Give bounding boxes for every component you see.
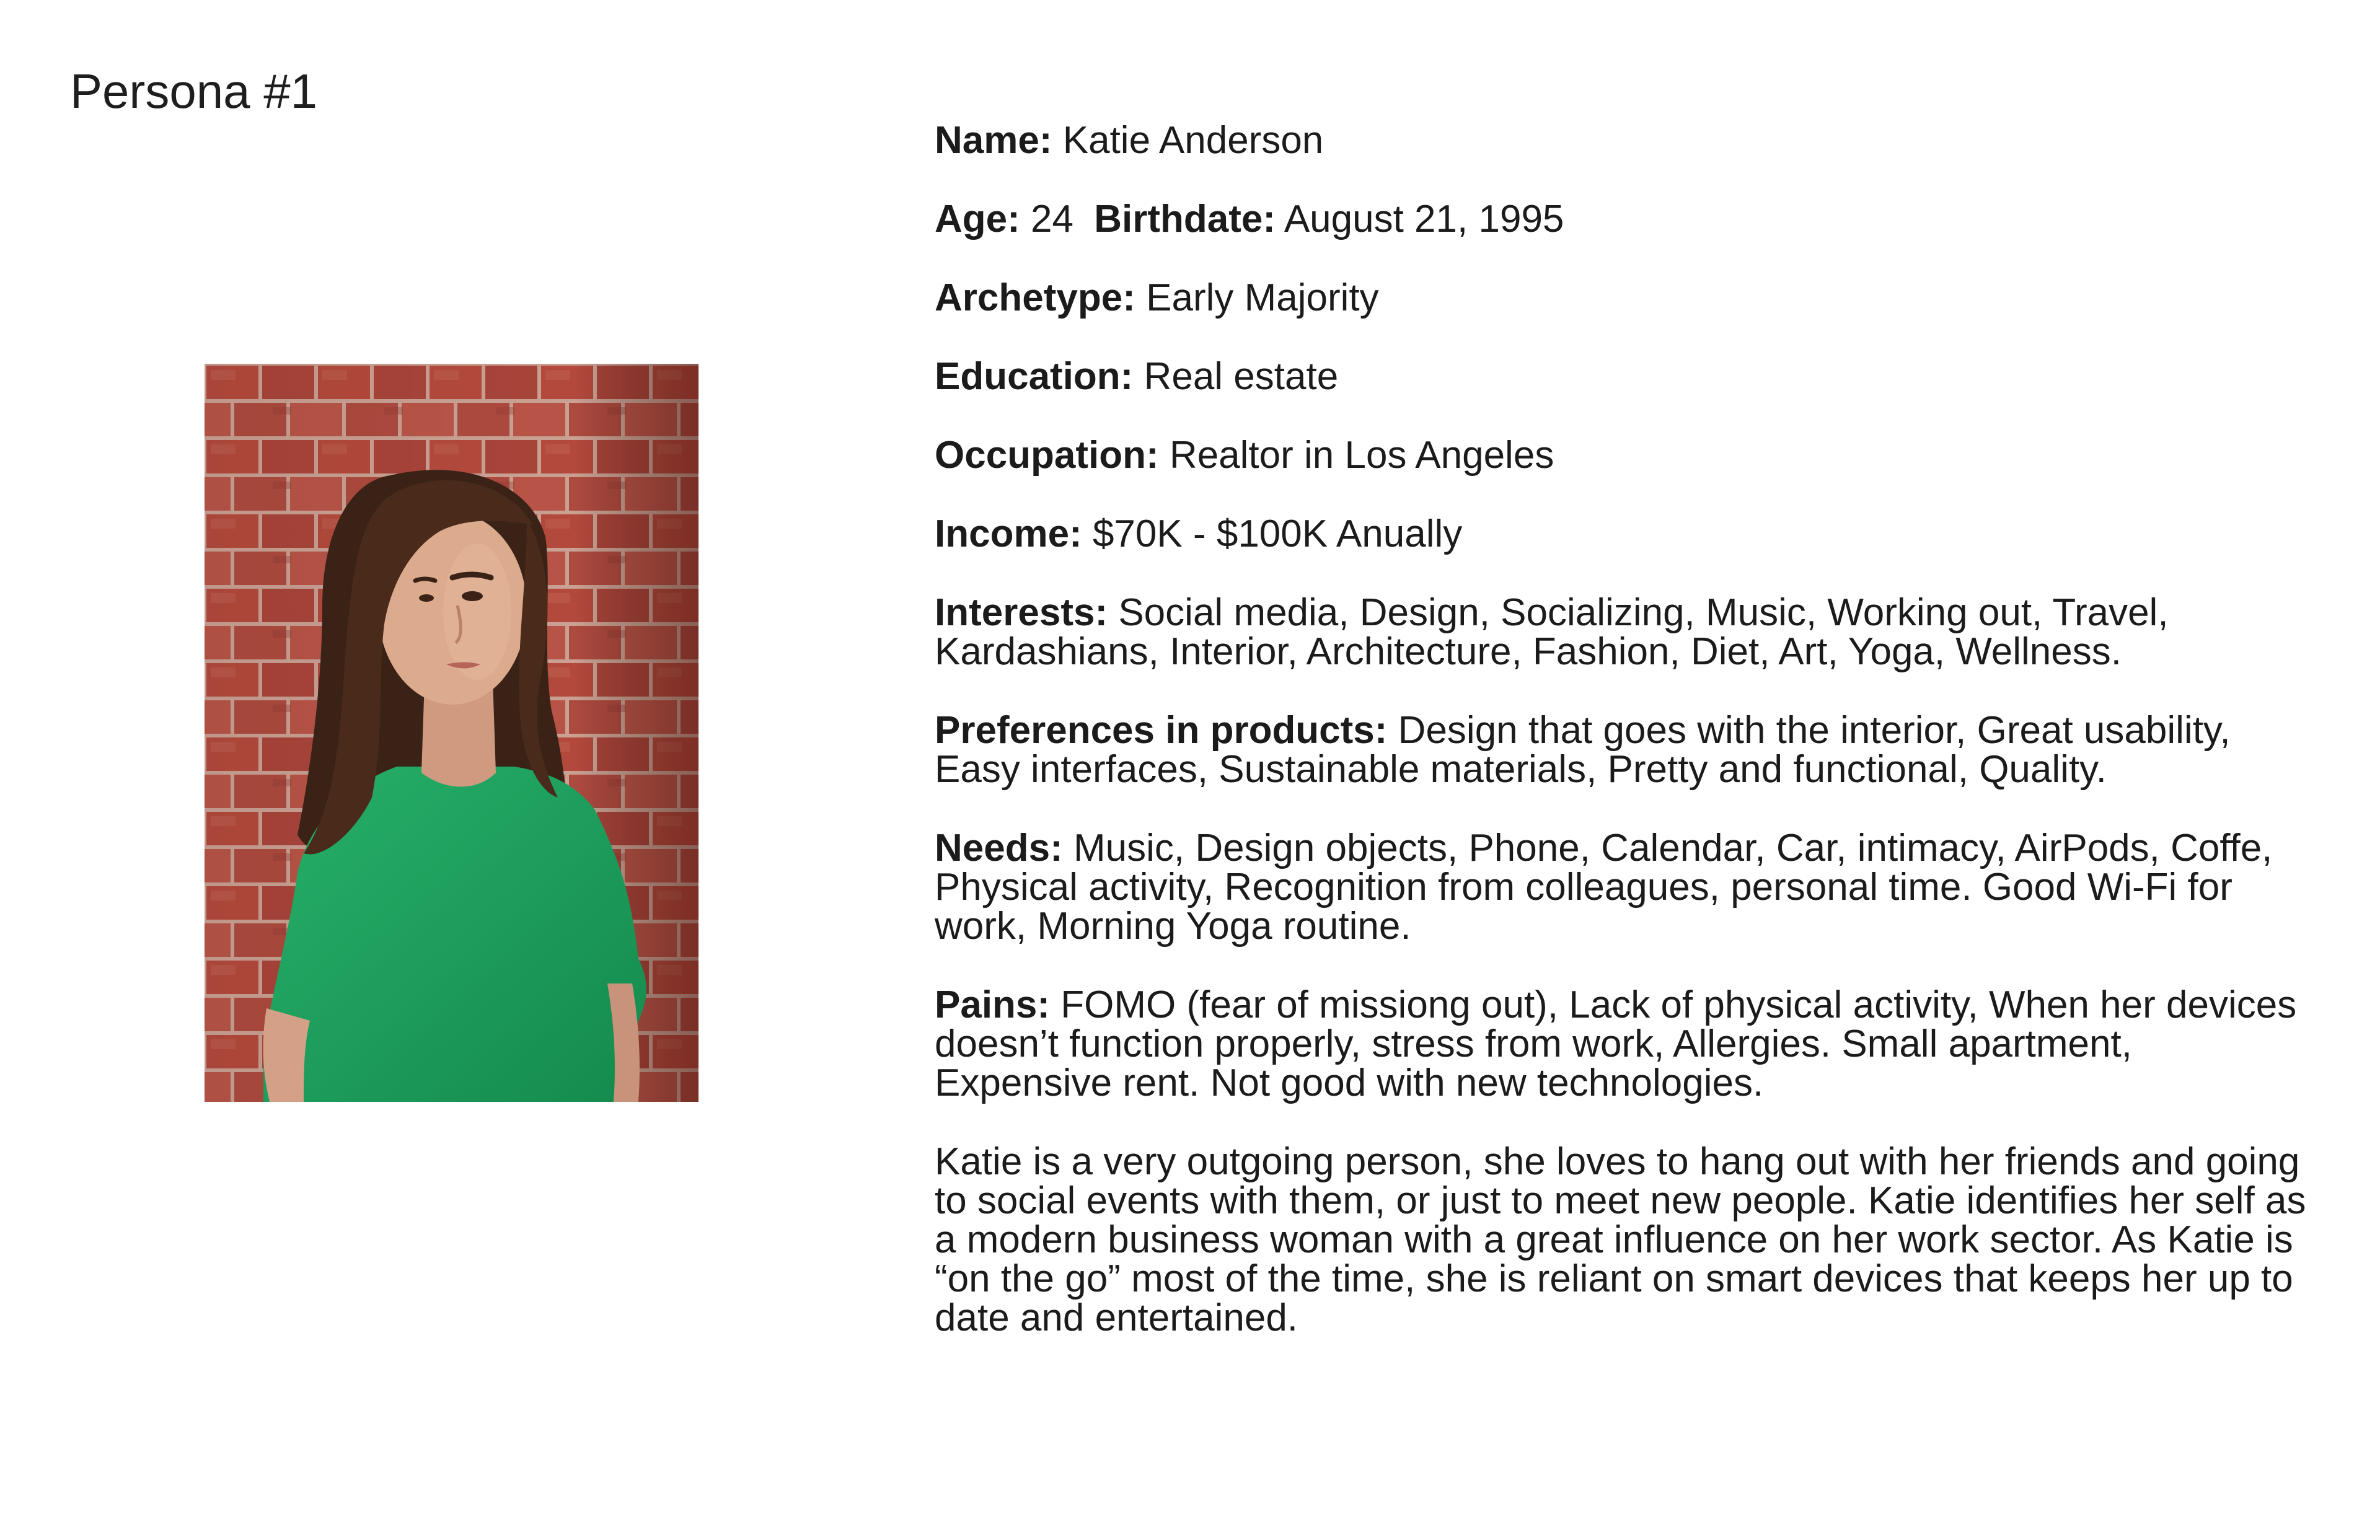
education-field [935,357,2317,396]
name-field [935,121,2317,160]
pains-label: Pains: [935,983,1051,1026]
archetype-label: Archetype: [935,276,1135,319]
pains-value: FOMO (fear of missiong out), Lack of physical activity, When her devices doesn’t function properly, stress from work, Allergies. Small apartment, Expensive rent. Not good with new technologies. [935,983,2297,1104]
education-label: Education: [935,355,1134,398]
age-value: 24 [1031,198,1073,240]
name-value: Katie Anderson [1062,119,1324,162]
archetype-value: Early Majority [1146,276,1379,319]
needs-value: Music, Design objects, Phone, Calendar, Car, intimacy, AirPods, Coffe, Physical activity, Recognition from colleagues, personal time. Good Wi-Fi for work, Morning Yoga routine. [935,827,2273,948]
preferences-field [935,711,2317,789]
page-title: Persona #1 [70,64,317,118]
occupation-label: Occupation: [935,434,1159,477]
pains-field [935,985,2317,1102]
occupation-field [935,436,2317,475]
preferences-label: Preferences in products: [935,709,1388,752]
interests-field [935,593,2317,671]
persona-details [935,121,2317,1337]
income-field [935,514,2317,553]
age-birthdate-field [935,200,2317,239]
interests-value: Social media, Design, Socializing, Music, Working out, Travel, Kardashians, Interior, Architecture, Fashion, Diet, Art, Yoga, Wellness. [935,591,2169,673]
archetype-field [935,278,2317,317]
income-value: $70K - $100K Anually [1092,513,1463,555]
preferences-value: Design that goes with the interior, Great usability, Easy interfaces, Sustainable materials, Pretty and functional, Quality. [935,709,2231,791]
persona-photo-illustration [205,364,699,1102]
income-label: Income: [935,513,1082,555]
persona-photo [205,364,699,1102]
birthdate-label: Birthdate: [1094,198,1276,240]
occupation-value: Realtor in Los Angeles [1169,434,1554,477]
persona-bio: Katie is a very outgoing person, she loves to hang out with her friends and going to social events with them, or just to meet new people. Katie identifies her self as a modern business woman with a great influence on her work sector. As Katie is “on the go” most of the time, she is reliant on smart devices that keeps her up to date and entertained. [935,1140,2306,1339]
education-value: Real estate [1144,355,1339,398]
birthdate-value: August 21, 1995 [1284,198,1564,240]
interests-label: Interests: [935,591,1108,634]
needs-field [935,829,2317,946]
needs-label: Needs: [935,827,1063,869]
age-label: Age: [935,198,1020,240]
name-label: Name: [935,119,1052,162]
